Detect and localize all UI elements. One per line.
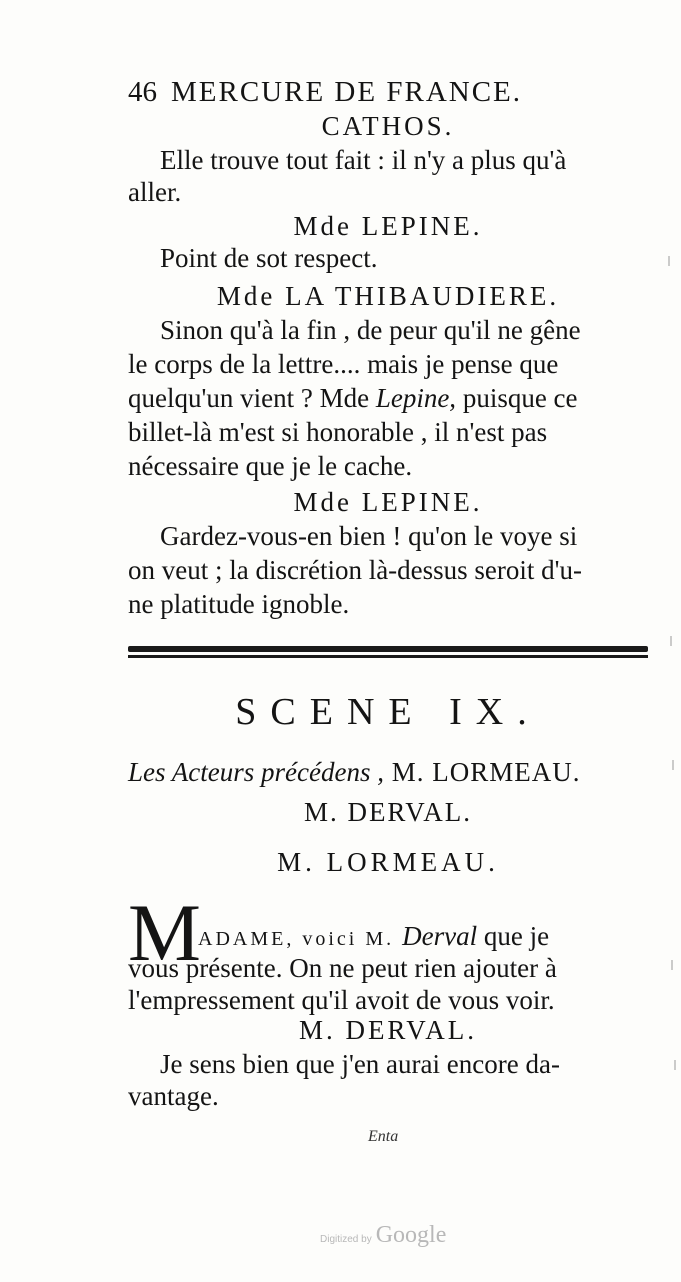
paper-speck [672, 760, 674, 770]
catchword: Enta [368, 1128, 399, 1145]
dialogue-line: l'empressement qu'il avoit de vous voir. [128, 985, 555, 1015]
dialogue-line: Elle trouve tout fait : il n'y a plus qu'à [160, 145, 567, 175]
divider-thick-line [128, 646, 648, 652]
character-name-italic: Lepine, [375, 383, 457, 413]
paper-speck [668, 256, 670, 266]
speaker-m-derval: M. DERVAL. [298, 1015, 478, 1045]
dialogue-text: ADAME, voici M. [198, 928, 403, 950]
dialogue-line: Sinon qu'à la fin , de peur qu'il ne gêne [160, 315, 581, 345]
dialogue-line [198, 920, 549, 955]
dialogue-line [128, 382, 578, 414]
dialogue-line: vous présente. On ne peut rien ajouter à [128, 953, 557, 983]
dialogue-line: ne platitude ignoble. [128, 589, 350, 619]
dialogue-line: Gardez-vous-en bien ! qu'on le voye si [160, 521, 578, 551]
watermark-google-logo: Google [375, 1222, 447, 1248]
dialogue-text: que je [477, 921, 550, 951]
divider-thin-line [128, 655, 648, 658]
cast-names: M. LORMEAU. [383, 757, 581, 787]
dialogue-line: on veut ; la discrétion là-dessus seroit d'u- [128, 555, 583, 585]
dialogue-line: le corps de la lettre.... mais je pense que [128, 349, 559, 379]
cast-list-line [128, 756, 580, 788]
cast-italic: Les Acteurs précédens , [128, 757, 384, 787]
dialogue-line: Je sens bien que j'en aurai encore da- [160, 1049, 560, 1079]
dialogue-text: puisque ce [456, 383, 578, 413]
running-title: MERCURE DE FRANCE. [171, 76, 523, 108]
speaker-mde-lepine: Mde LEPINE. [293, 211, 483, 241]
cast-list-line: M. DERVAL. [303, 797, 473, 827]
character-name-italic: Derval [402, 921, 478, 951]
page-number: 46 [128, 76, 157, 108]
dialogue-line: aller. [128, 177, 182, 207]
digitization-watermark [320, 1222, 446, 1249]
watermark-small-text: Digitized by [320, 1234, 372, 1245]
dialogue-line: billet-là m'est si honorable , il n'est pas [128, 417, 548, 447]
speaker-cathos: CATHOS. [321, 111, 455, 141]
speaker-mde-la-thibaudiere: Mde LA THIBAUDIERE. [216, 281, 560, 311]
running-head [128, 76, 522, 109]
speaker-mde-lepine: Mde LEPINE. [293, 487, 483, 517]
paper-speck [670, 636, 672, 646]
speaker-m-lormeau: M. LORMEAU. [277, 847, 499, 877]
dialogue-line: vantage. [128, 1081, 219, 1111]
scene-title: SCENE IX. [235, 691, 541, 733]
paper-speck [671, 960, 673, 970]
dialogue-line: nécessaire que je le cache. [128, 451, 413, 481]
dialogue-text: quelqu'un vient ? Mde [128, 383, 376, 413]
dialogue-line: Point de sot respect. [160, 243, 378, 273]
scene-divider-rule [128, 646, 648, 660]
drop-cap: M [128, 887, 201, 978]
paper-speck [674, 1060, 676, 1070]
